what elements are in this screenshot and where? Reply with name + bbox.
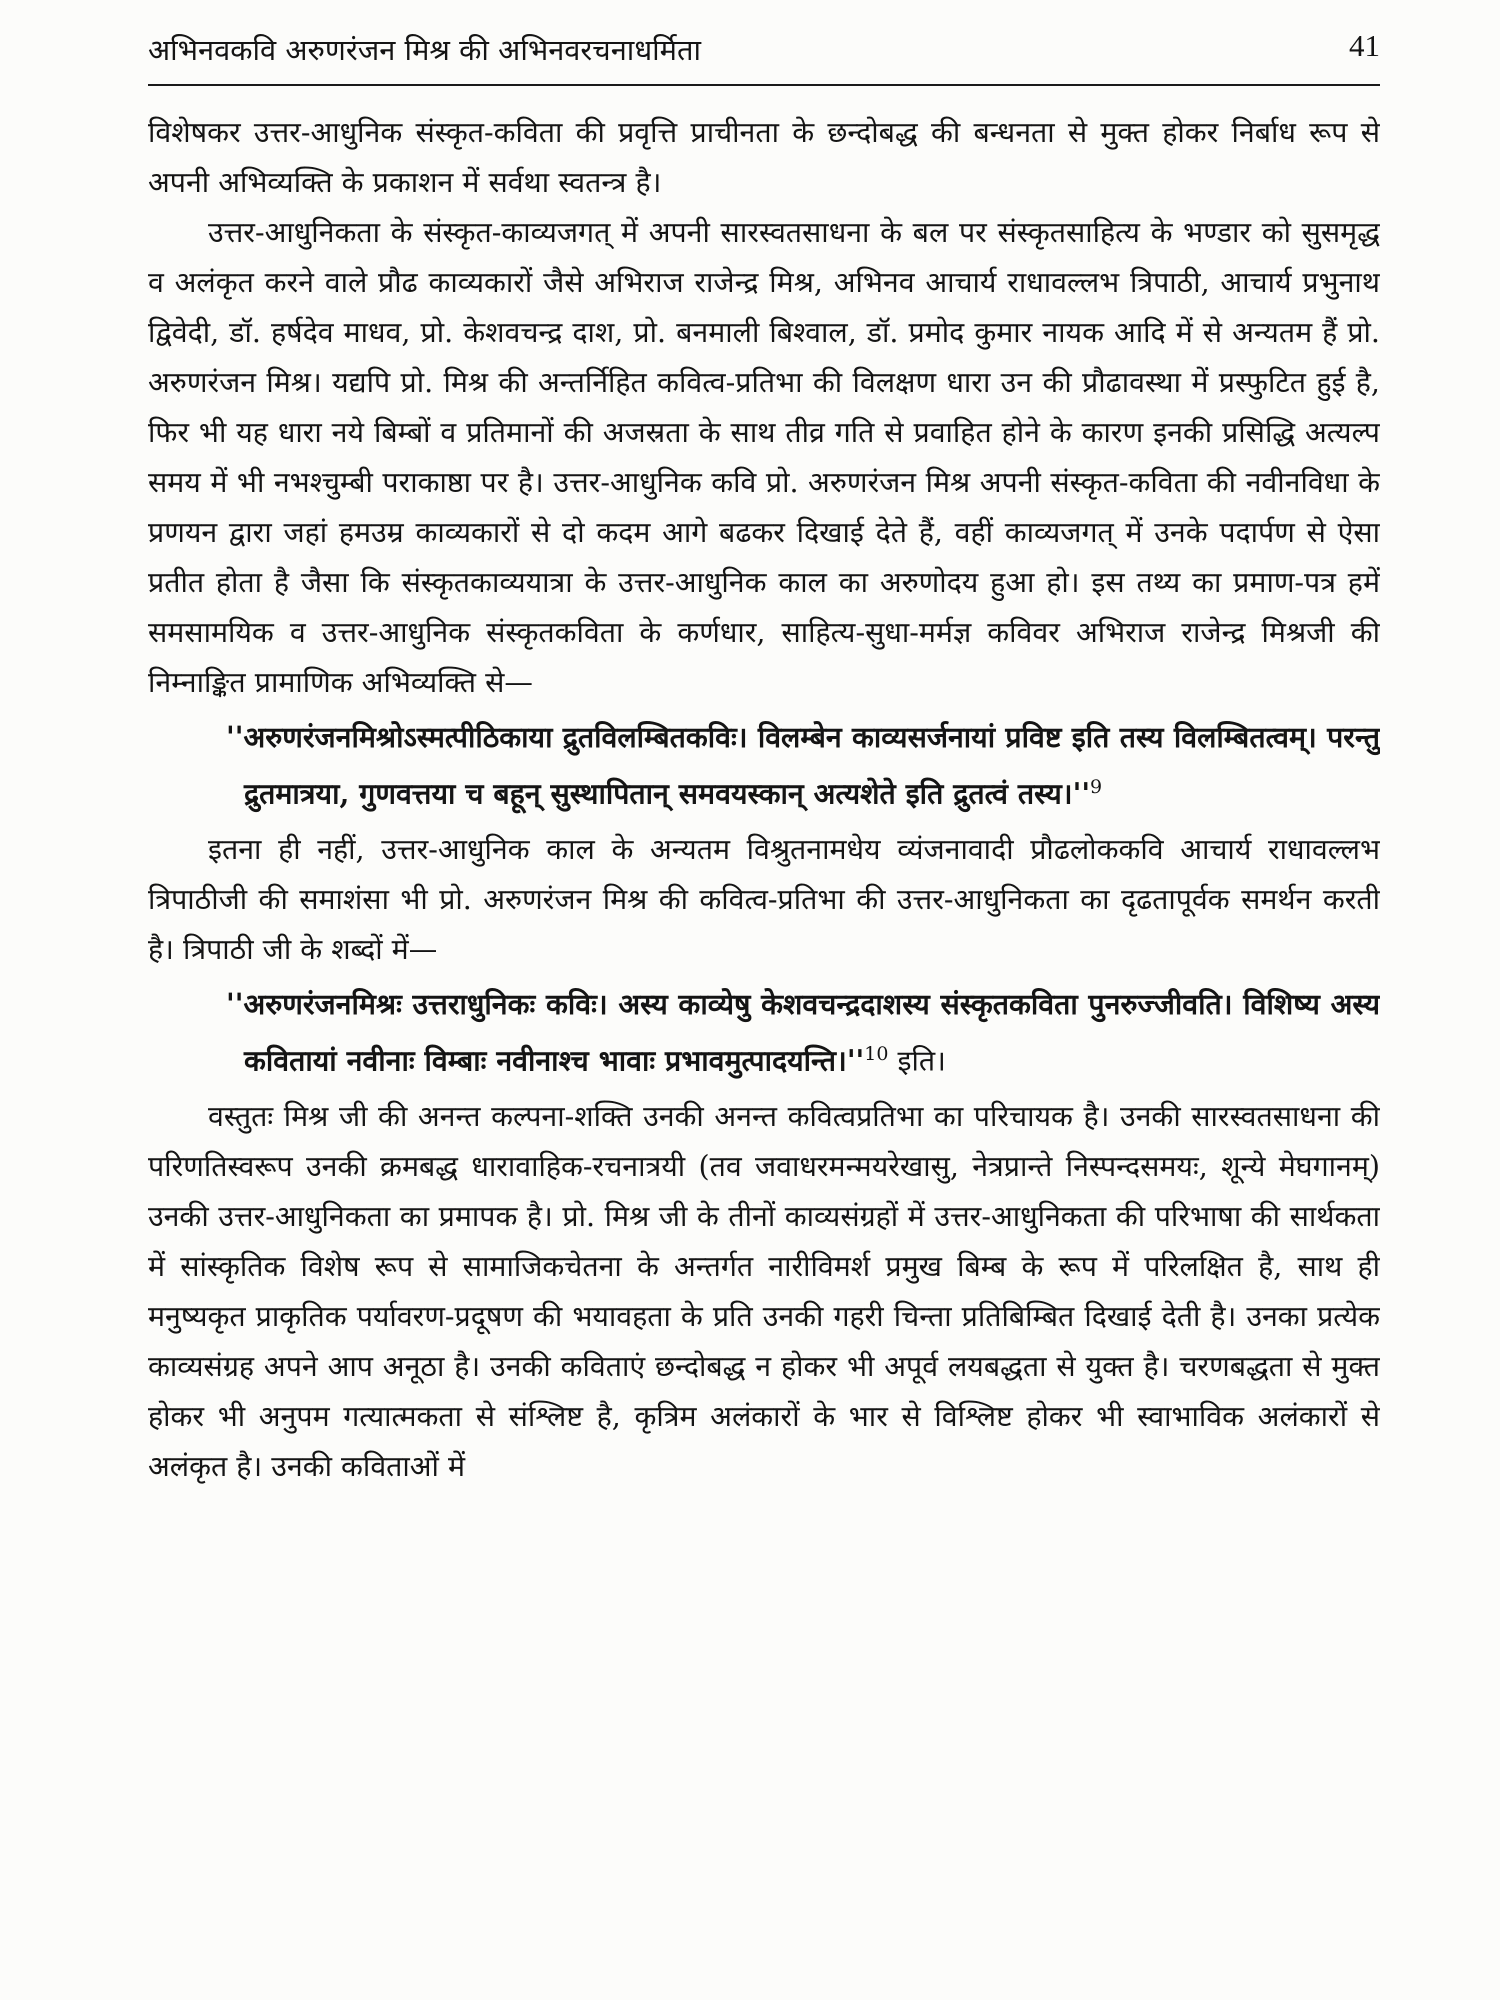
page-number: 41 [1349,28,1380,63]
quotation-1 [226,712,1380,819]
running-title: अभिनवकवि अरुणरंजन मिश्र की अभिनवरचनाधर्मिता [148,33,702,67]
quotation-2 [226,979,1380,1087]
footnote-marker-10: 10 [864,1042,889,1065]
paragraph-4: वस्तुतः मिश्र जी की अनन्त कल्पना-शक्ति उनकी अनन्त कवित्वप्रतिभा का परिचायक है। उनकी सारस्वतसाधना की परिणतिस्वरूप उनकी क्रमबद्ध धारावाहिक-रचनात्रयी (तव जवाधरमन्मयरेखासु, नेत्रप्रान्ते निस्पन्दसमयः, शून्ये मेघगानम्) उनकी उत्तर-आधुनिकता का प्रमापक है। प्रो. मिश्र जी के तीनों काव्यसंग्रहों में उत्तर-आधुनिकता की परिभाषा की सार्थकता में सांस्कृतिक विशेष रूप से सामाजिकचेतना के अन्तर्गत नारीविमर्श प्रमुख बिम्ब के रूप में परिलक्षित है, साथ ही मनुष्यकृत प्राकृतिक पर्यावरण-प्रदूषण की भयावहता के प्रति उनकी गहरी चिन्ता प्रतिबिम्बित दिखाई देती है। उनका प्रत्येक काव्यसंग्रह अपने आप अनूठा है। उनकी कविताएं छन्दोबद्ध न होकर भी अपूर्व लयबद्धता से युक्त है। चरणबद्धता से मुक्त होकर भी अनुपम गत्यात्मकता से संश्लिष्ट है, कृत्रिम अलंकारों के भार से विश्लिष्ट होकर भी स्वाभाविक अलंकारों से अलंकृत है। उनकी कविताओं में [148,1100,1380,1483]
paragraph-1: विशेषकर उत्तर-आधुनिक संस्कृत-कविता की प्रवृत्ति प्राचीनता के छन्दोबद्ध की बन्धनता से मुक्त होकर निर्बाध रूप से अपनी अभिव्यक्ति के प्रकाशन में सर्वथा स्वतन्त्र है। [148,116,1380,199]
quotation-2-text: ''अरुणरंजनमिश्रः उत्तराधुनिकः कविः। अस्य काव्येषु केशवचन्द्रदाशस्य संस्कृतकविता पुनरुज्जीवति। विशिष्य अस्य कवितायां नवीनाः विम्बाः नवीनाश्च भावाः प्रभावमुत्पादयन्ति।'' [226,986,1380,1077]
page-body [148,108,1380,1988]
running-header [148,26,1380,86]
paragraph-3: इतना ही नहीं, उत्तर-आधुनिक काल के अन्यतम विश्रुतनामधेय व्यंजनावादी प्रौढलोककवि आचार्य राधावल्लभ त्रिपाठीजी की समाशंसा भी प्रो. अरुणरंजन मिश्र की कवित्व-प्रतिभा की उत्तर-आधुनिकता का दृढतापूर्वक समर्थन करती है। त्रिपाठी जी के शब्दों में— [148,832,1380,966]
paragraph-2: उत्तर-आधुनिकता के संस्कृत-काव्यजगत् में अपनी सारस्वतसाधना के बल पर संस्कृतसाहित्य के भण्डार को सुसमृद्ध व अलंकृत करने वाले प्रौढ काव्यकारों जैसे अभिराज राजेन्द्र मिश्र, अभिनव आचार्य राधावल्लभ त्रिपाठी, आचार्य प्रभुनाथ द्विवेदी, डॉ. हर्षदेव माधव, प्रो. केशवचन्द्र दाश, प्रो. बनमाली बिश्वाल, डॉ. प्रमोद कुमार नायक आदि में से अन्यतम हैं प्रो. अरुणरंजन मिश्र। यद्यपि प्रो. मिश्र की अन्तर्निहित कवित्व-प्रतिभा की विलक्षण धारा उन की प्रौढावस्था में प्रस्फुटित हुई है, फिर भी यह धारा नये बिम्बों व प्रतिमानों की अजस्रता के साथ तीव्र गति से प्रवाहित होने के कारण इनकी प्रसिद्धि अत्यल्प समय में भी नभश्चुम्बी पराकाष्ठा पर है। उत्तर-आधुनिक कवि प्रो. अरुणरंजन मिश्र अपनी संस्कृत-कविता की नवीनविधा के प्रणयन द्वारा जहां हमउम्र काव्यकारों से दो कदम आगे बढकर दिखाई देते हैं, वहीं काव्यजगत् में उनके पदार्पण से ऐसा प्रतीत होता है जैसा कि संस्कृतकाव्ययात्रा के उत्तर-आधुनिक काल का अरुणोदय हुआ हो। इस तथ्य का प्रमाण-पत्र हमें समसामयिक व उत्तर-आधुनिक संस्कृतकविता के कर्णधार, साहित्य-सुधा-मर्मज्ञ कविवर अभिराज राजेन्द्र मिश्रजी की निम्नाङ्कित प्रामाणिक अभिव्यक्ति से— [148,216,1380,699]
footnote-marker-9: 9 [1090,776,1103,798]
quotation-1-text: ''अरुणरंजनमिश्रोऽस्मत्पीठिकाया द्रुतविलम्बितकविः। विलम्बेन काव्यसर्जनायां प्रविष्ट इति तस्य विलम्बितत्वम्। परन्तु द्रुतमात्रया, गुणवत्तया च बहून् सुस्थापितान् समवयस्कान् अत्यशेते इति द्रुतत्वं तस्य।'' [226,720,1380,811]
quotation-2-trailing: इति। [888,1044,946,1077]
